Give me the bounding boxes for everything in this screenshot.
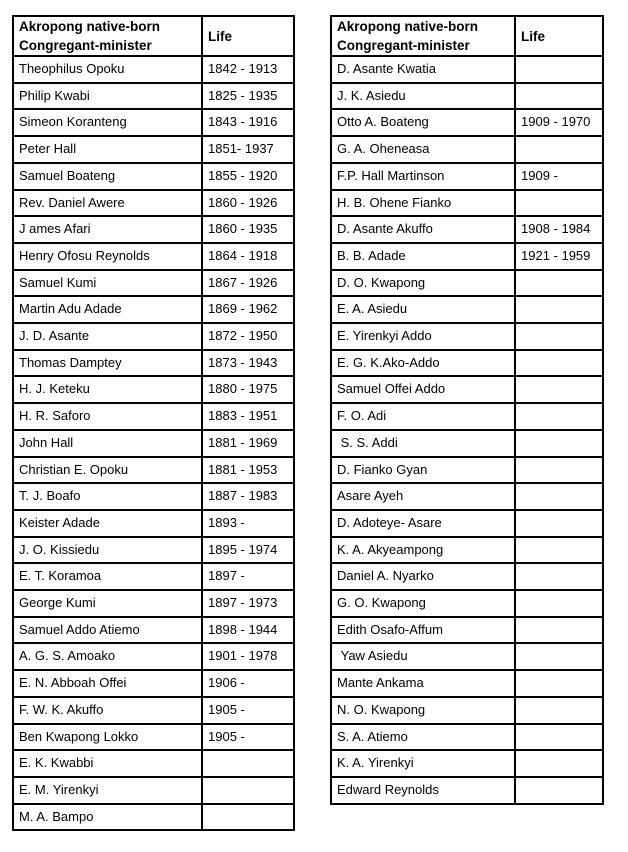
minister-name-cell: H. B. Ohene Fianko xyxy=(331,190,515,217)
minister-name-cell: Otto A. Boateng xyxy=(331,109,515,136)
minister-name-cell: T. J. Boafo xyxy=(13,483,202,510)
minister-name-cell: S. A. Atiemo xyxy=(331,724,515,751)
life-dates-cell: 1897 - xyxy=(202,563,294,590)
life-dates-cell: 1909 - 1970 xyxy=(515,109,603,136)
table-row xyxy=(331,243,603,270)
table-row xyxy=(331,430,603,457)
minister-name-cell: G. O. Kwapong xyxy=(331,590,515,617)
minister-name-cell: J. K. Asiedu xyxy=(331,83,515,110)
life-dates-cell: 1898 - 1944 xyxy=(202,617,294,644)
table-row xyxy=(13,83,294,110)
header-line-2: Congregant-minister xyxy=(19,38,152,53)
minister-name-cell: Edward Reynolds xyxy=(331,777,515,804)
life-dates-cell xyxy=(515,190,603,217)
table-row xyxy=(331,296,603,323)
minister-name-cell: Edith Osafo-Affum xyxy=(331,617,515,644)
minister-name-cell: M. A. Bampo xyxy=(13,804,202,831)
minister-name-cell: Samuel Addo Atiemo xyxy=(13,617,202,644)
table-row xyxy=(13,510,294,537)
table-row xyxy=(331,510,603,537)
table-row xyxy=(331,163,603,190)
life-dates-cell xyxy=(515,750,603,777)
life-dates-cell: 1921 - 1959 xyxy=(515,243,603,270)
table-row xyxy=(13,270,294,297)
minister-name-cell: Daniel A. Nyarko xyxy=(331,563,515,590)
life-dates-cell: 1873 - 1943 xyxy=(202,350,294,377)
header-row xyxy=(13,16,294,56)
minister-name-cell: J. O. Kissiedu xyxy=(13,537,202,564)
table-row xyxy=(13,483,294,510)
minister-name-cell: D. Fianko Gyan xyxy=(331,457,515,484)
ministers-table-right xyxy=(330,15,604,805)
table-row xyxy=(331,777,603,804)
life-dates-cell xyxy=(202,777,294,804)
minister-name-cell: K. A. Yirenkyi xyxy=(331,750,515,777)
table-row xyxy=(13,750,294,777)
minister-name-cell: D. O. Kwapong xyxy=(331,270,515,297)
minister-name-cell: E. T. Koramoa xyxy=(13,563,202,590)
minister-name-cell: Peter Hall xyxy=(13,136,202,163)
life-dates-cell: 1867 - 1926 xyxy=(202,270,294,297)
life-dates-cell xyxy=(515,777,603,804)
minister-name-cell: Henry Ofosu Reynolds xyxy=(13,243,202,270)
table-row xyxy=(13,136,294,163)
table-row xyxy=(331,590,603,617)
life-dates-cell: 1864 - 1918 xyxy=(202,243,294,270)
life-dates-cell: 1893 - xyxy=(202,510,294,537)
table-row xyxy=(331,56,603,83)
minister-name-cell: E. G. K.Ako-Addo xyxy=(331,350,515,377)
minister-name-cell: Yaw Asiedu xyxy=(331,643,515,670)
life-dates-cell xyxy=(515,403,603,430)
table-row xyxy=(13,56,294,83)
table-row xyxy=(13,323,294,350)
table-row xyxy=(13,350,294,377)
minister-name-cell: E. N. Abboah Offei xyxy=(13,670,202,697)
column-header-congregant-minister xyxy=(13,16,202,56)
life-dates-cell xyxy=(515,510,603,537)
minister-name-cell: F. W. K. Akuffo xyxy=(13,697,202,724)
table-row xyxy=(331,670,603,697)
column-header-life: Life xyxy=(515,16,603,56)
life-dates-cell xyxy=(515,350,603,377)
life-dates-cell: 1908 - 1984 xyxy=(515,216,603,243)
table-row xyxy=(13,296,294,323)
minister-name-cell: E. Yirenkyi Addo xyxy=(331,323,515,350)
table-row xyxy=(331,376,603,403)
column-header-congregant-minister xyxy=(331,16,515,56)
table-row xyxy=(13,537,294,564)
table-row xyxy=(331,537,603,564)
life-dates-cell xyxy=(515,323,603,350)
minister-name-cell: Theophilus Opoku xyxy=(13,56,202,83)
minister-name-cell: H. J. Keteku xyxy=(13,376,202,403)
life-dates-cell: 1880 - 1975 xyxy=(202,376,294,403)
header-line-1: Akropong native-born xyxy=(19,19,160,34)
minister-name-cell: Mante Ankama xyxy=(331,670,515,697)
table-row xyxy=(331,109,603,136)
minister-name-cell: Thomas Damptey xyxy=(13,350,202,377)
minister-name-cell: Martin Adu Adade xyxy=(13,296,202,323)
life-dates-cell: 1887 - 1983 xyxy=(202,483,294,510)
header-line-1: Akropong native-born xyxy=(337,19,478,34)
life-dates-cell: 1843 - 1916 xyxy=(202,109,294,136)
table-row xyxy=(13,617,294,644)
life-dates-cell xyxy=(515,670,603,697)
life-dates-cell xyxy=(515,83,603,110)
table-row xyxy=(331,270,603,297)
table-row xyxy=(331,350,603,377)
table-row xyxy=(331,323,603,350)
life-dates-cell: 1909 - xyxy=(515,163,603,190)
life-dates-cell: 1895 - 1974 xyxy=(202,537,294,564)
life-dates-cell xyxy=(515,697,603,724)
minister-name-cell: E. K. Kwabbi xyxy=(13,750,202,777)
minister-name-cell: F. O. Adi xyxy=(331,403,515,430)
minister-name-cell: H. R. Saforo xyxy=(13,403,202,430)
life-dates-cell: 1883 - 1951 xyxy=(202,403,294,430)
life-dates-cell: 1869 - 1962 xyxy=(202,296,294,323)
life-dates-cell xyxy=(515,56,603,83)
life-dates-cell xyxy=(515,617,603,644)
life-dates-cell: 1905 - xyxy=(202,724,294,751)
life-dates-cell: 1860 - 1935 xyxy=(202,216,294,243)
table-row xyxy=(331,190,603,217)
table-row xyxy=(331,216,603,243)
header-row xyxy=(331,16,603,56)
minister-name-cell: G. A. Oheneasa xyxy=(331,136,515,163)
minister-name-cell: Samuel Kumi xyxy=(13,270,202,297)
life-dates-cell xyxy=(515,724,603,751)
life-dates-cell xyxy=(515,270,603,297)
table-row xyxy=(331,617,603,644)
table-row xyxy=(13,430,294,457)
table-row xyxy=(331,83,603,110)
life-dates-cell: 1851- 1937 xyxy=(202,136,294,163)
table-row xyxy=(331,697,603,724)
column-header-life: Life xyxy=(202,16,294,56)
table-row xyxy=(13,670,294,697)
life-dates-cell xyxy=(202,750,294,777)
minister-name-cell: S. S. Addi xyxy=(331,430,515,457)
life-dates-cell xyxy=(515,483,603,510)
life-dates-cell xyxy=(515,430,603,457)
minister-name-cell: E. A. Asiedu xyxy=(331,296,515,323)
minister-name-cell: Christian E. Opoku xyxy=(13,457,202,484)
life-dates-cell xyxy=(202,804,294,831)
table-row xyxy=(331,724,603,751)
table-row xyxy=(331,483,603,510)
minister-name-cell: N. O. Kwapong xyxy=(331,697,515,724)
life-dates-cell: 1842 - 1913 xyxy=(202,56,294,83)
life-dates-cell xyxy=(515,643,603,670)
life-dates-cell xyxy=(515,537,603,564)
table-row xyxy=(331,750,603,777)
table-row xyxy=(13,163,294,190)
life-dates-cell: 1897 - 1973 xyxy=(202,590,294,617)
table-row xyxy=(13,697,294,724)
life-dates-cell: 1905 - xyxy=(202,697,294,724)
minister-name-cell: Keister Adade xyxy=(13,510,202,537)
minister-name-cell: D. Asante Kwatia xyxy=(331,56,515,83)
minister-name-cell: Simeon Koranteng xyxy=(13,109,202,136)
minister-name-cell: Samuel Offei Addo xyxy=(331,376,515,403)
minister-name-cell: D. Asante Akuffo xyxy=(331,216,515,243)
life-dates-cell: 1872 - 1950 xyxy=(202,323,294,350)
minister-name-cell: J. D. Asante xyxy=(13,323,202,350)
table-row xyxy=(331,457,603,484)
life-dates-cell: 1855 - 1920 xyxy=(202,163,294,190)
minister-name-cell: John Hall xyxy=(13,430,202,457)
table-row xyxy=(13,724,294,751)
life-dates-cell: 1906 - xyxy=(202,670,294,697)
table-row xyxy=(331,563,603,590)
life-dates-cell: 1825 - 1935 xyxy=(202,83,294,110)
minister-name-cell: F.P. Hall Martinson xyxy=(331,163,515,190)
table-row xyxy=(13,804,294,831)
minister-name-cell: B. B. Adade xyxy=(331,243,515,270)
table-row xyxy=(331,643,603,670)
minister-name-cell: A. G. S. Amoako xyxy=(13,643,202,670)
table-row xyxy=(13,109,294,136)
table-row xyxy=(13,216,294,243)
minister-name-cell: J ames Afari xyxy=(13,216,202,243)
minister-name-cell: E. M. Yirenkyi xyxy=(13,777,202,804)
life-dates-cell xyxy=(515,376,603,403)
minister-name-cell: Samuel Boateng xyxy=(13,163,202,190)
life-dates-cell: 1881 - 1953 xyxy=(202,457,294,484)
table-row xyxy=(331,136,603,163)
minister-name-cell: George Kumi xyxy=(13,590,202,617)
table-row xyxy=(331,403,603,430)
table-row xyxy=(13,403,294,430)
minister-name-cell: D. Adoteye- Asare xyxy=(331,510,515,537)
table-row xyxy=(13,777,294,804)
table-row xyxy=(13,590,294,617)
table-row xyxy=(13,243,294,270)
table-row xyxy=(13,643,294,670)
minister-name-cell: Asare Ayeh xyxy=(331,483,515,510)
table-row xyxy=(13,457,294,484)
table-row xyxy=(13,190,294,217)
life-dates-cell xyxy=(515,296,603,323)
life-dates-cell: 1901 - 1978 xyxy=(202,643,294,670)
table-row xyxy=(13,376,294,403)
minister-name-cell: Rev. Daniel Awere xyxy=(13,190,202,217)
life-dates-cell: 1860 - 1926 xyxy=(202,190,294,217)
life-dates-cell xyxy=(515,457,603,484)
table-row xyxy=(13,563,294,590)
header-line-2: Congregant-minister xyxy=(337,38,470,53)
life-dates-cell xyxy=(515,590,603,617)
minister-name-cell: Ben Kwapong Lokko xyxy=(13,724,202,751)
life-dates-cell: 1881 - 1969 xyxy=(202,430,294,457)
life-dates-cell xyxy=(515,563,603,590)
minister-name-cell: K. A. Akyeampong xyxy=(331,537,515,564)
minister-name-cell: Philip Kwabi xyxy=(13,83,202,110)
ministers-table-left xyxy=(12,15,295,831)
life-dates-cell xyxy=(515,136,603,163)
